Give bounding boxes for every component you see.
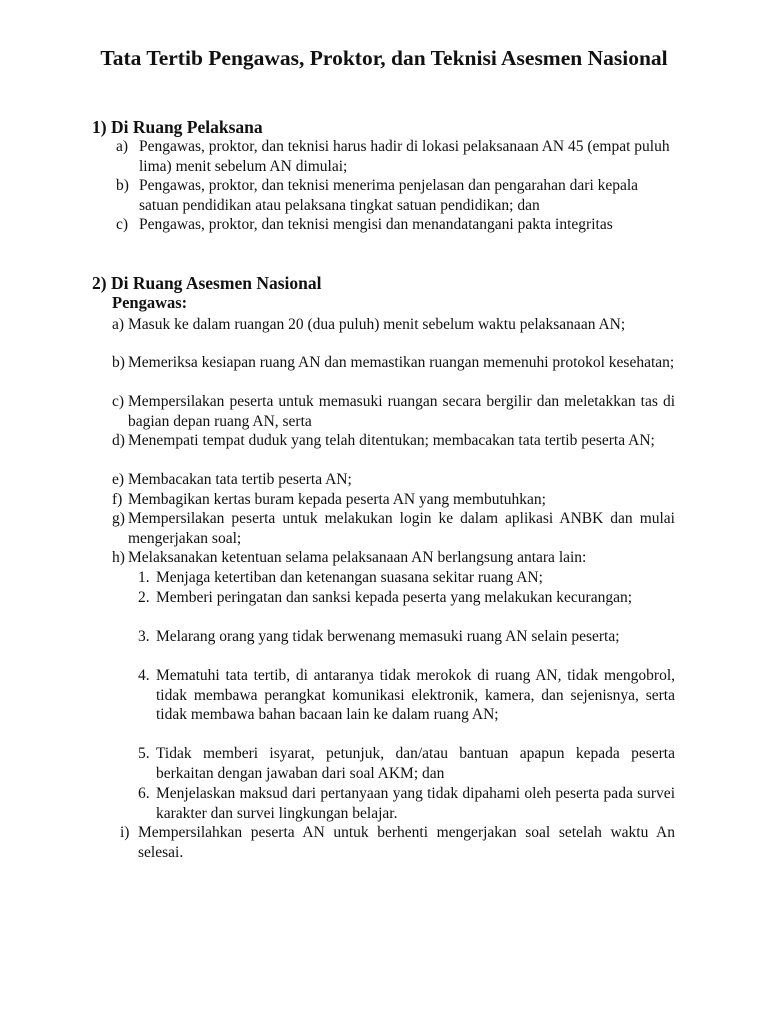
section-2-item-e	[112, 470, 675, 490]
item-text: Melaksanakan ketentuan selama pelaksanaan AN berlangsung antara lain:	[128, 549, 587, 566]
item-marker: i)	[120, 824, 130, 841]
sub-item-marker: 6.	[138, 785, 150, 802]
item-marker: c)	[112, 393, 125, 410]
section-2-item-g	[112, 509, 675, 548]
sub-item-marker: 2.	[138, 589, 150, 606]
sub-item-text: Menjelaskan maksud dari pertanyaan yang tidak dipahami oleh peserta pada survei karakter dan survei lingkungan belajar.	[156, 785, 675, 822]
item-marker: g)	[112, 510, 125, 527]
sub-item-marker: 3.	[138, 628, 150, 645]
section-1-item-b	[116, 176, 672, 215]
section-1-item-c	[116, 215, 672, 235]
sub-item-marker: 1.	[138, 569, 150, 586]
section-2-item-a	[112, 315, 675, 335]
section-1-heading: 1) Di Ruang Pelaksana	[92, 117, 263, 137]
item-text: Mempersilakan peserta untuk memasuki ruangan secara bergilir dan meletakkan tas di bagian depan ruang AN, serta	[128, 393, 675, 430]
section-2-item-b	[112, 353, 675, 373]
section-2-item-f	[112, 490, 675, 510]
sub-item-text: Mematuhi tata tertib, di antaranya tidak merokok di ruang AN, tidak mengobrol, tidak membawa perangkat komunikasi elektronik, kamera, dan sejenisnya, serta tidak membawa bahan bacaan lain ke dalam ruang AN;	[156, 667, 675, 723]
section-2-item-d	[112, 431, 675, 451]
section-1-item-a	[116, 137, 672, 176]
item-text: Membacakan tata tertib peserta AN;	[128, 471, 352, 488]
section-2-item-c	[112, 392, 675, 431]
section-2-heading: 2) Di Ruang Asesmen Nasional	[92, 273, 322, 293]
sub-item-text: Menjaga ketertiban dan ketenangan suasana sekitar ruang AN;	[156, 569, 543, 586]
sub-item-5	[138, 744, 675, 783]
item-marker: b)	[116, 177, 129, 194]
item-text: Pengawas, proktor, dan teknisi menerima penjelasan dan pengarahan dari kepala satuan pendidikan atau pelaksana tingkat satuan pendidikan; dan	[139, 177, 639, 214]
item-marker: h)	[112, 549, 125, 566]
item-text: Membagikan kertas buram kepada peserta AN yang membutuhkan;	[128, 491, 546, 508]
item-marker: b)	[112, 354, 125, 371]
sub-item-text: Tidak memberi isyarat, petunjuk, dan/atau bantuan apapun kepada peserta berkaitan dengan jawaban dari soal AKM; dan	[156, 745, 675, 782]
item-marker: a)	[116, 138, 129, 155]
section-2-item-h	[112, 548, 675, 568]
sub-item-2	[138, 588, 675, 608]
item-text: Mempersilakan peserta untuk melakukan login ke dalam aplikasi ANBK dan mulai mengerjakan soal;	[128, 510, 675, 547]
pengawas-subheading: Pengawas:	[112, 293, 188, 312]
sub-item-6	[138, 784, 675, 823]
item-text: Memeriksa kesiapan ruang AN dan memastikan ruangan memenuhi protokol kesehatan;	[128, 354, 675, 371]
item-marker: f)	[112, 491, 123, 508]
sub-item-4	[138, 666, 675, 725]
sub-item-marker: 5.	[138, 745, 150, 762]
item-marker: a)	[112, 316, 125, 333]
item-marker: c)	[116, 216, 129, 233]
item-text: Masuk ke dalam ruangan 20 (dua puluh) menit sebelum waktu pelaksanaan AN;	[128, 316, 626, 333]
item-text: Pengawas, proktor, dan teknisi mengisi dan menandatangani pakta integritas	[139, 216, 613, 233]
sub-item-text: Melarang orang yang tidak berwenang memasuki ruang AN selain peserta;	[156, 628, 620, 645]
sub-item-1	[138, 568, 675, 588]
item-marker: e)	[112, 471, 125, 488]
item-marker: d)	[112, 432, 125, 449]
document-title: Tata Tertib Pengawas, Proktor, dan Teknisi Asesmen Nasional	[100, 46, 668, 70]
item-text: Mempersilahkan peserta AN untuk berhenti mengerjakan soal setelah waktu An selesai.	[138, 824, 675, 861]
section-2-item-i	[120, 823, 675, 862]
item-text: Pengawas, proktor, dan teknisi harus hadir di lokasi pelaksanaan AN 45 (empat puluh lima) menit sebelum AN dimulai;	[139, 138, 670, 175]
item-text: Menempati tempat duduk yang telah ditentukan; membacakan tata tertib peserta AN;	[128, 432, 655, 449]
sub-item-3	[138, 627, 675, 647]
sub-item-text: Memberi peringatan dan sanksi kepada peserta yang melakukan kecurangan;	[156, 589, 633, 606]
sub-item-marker: 4.	[138, 667, 150, 684]
